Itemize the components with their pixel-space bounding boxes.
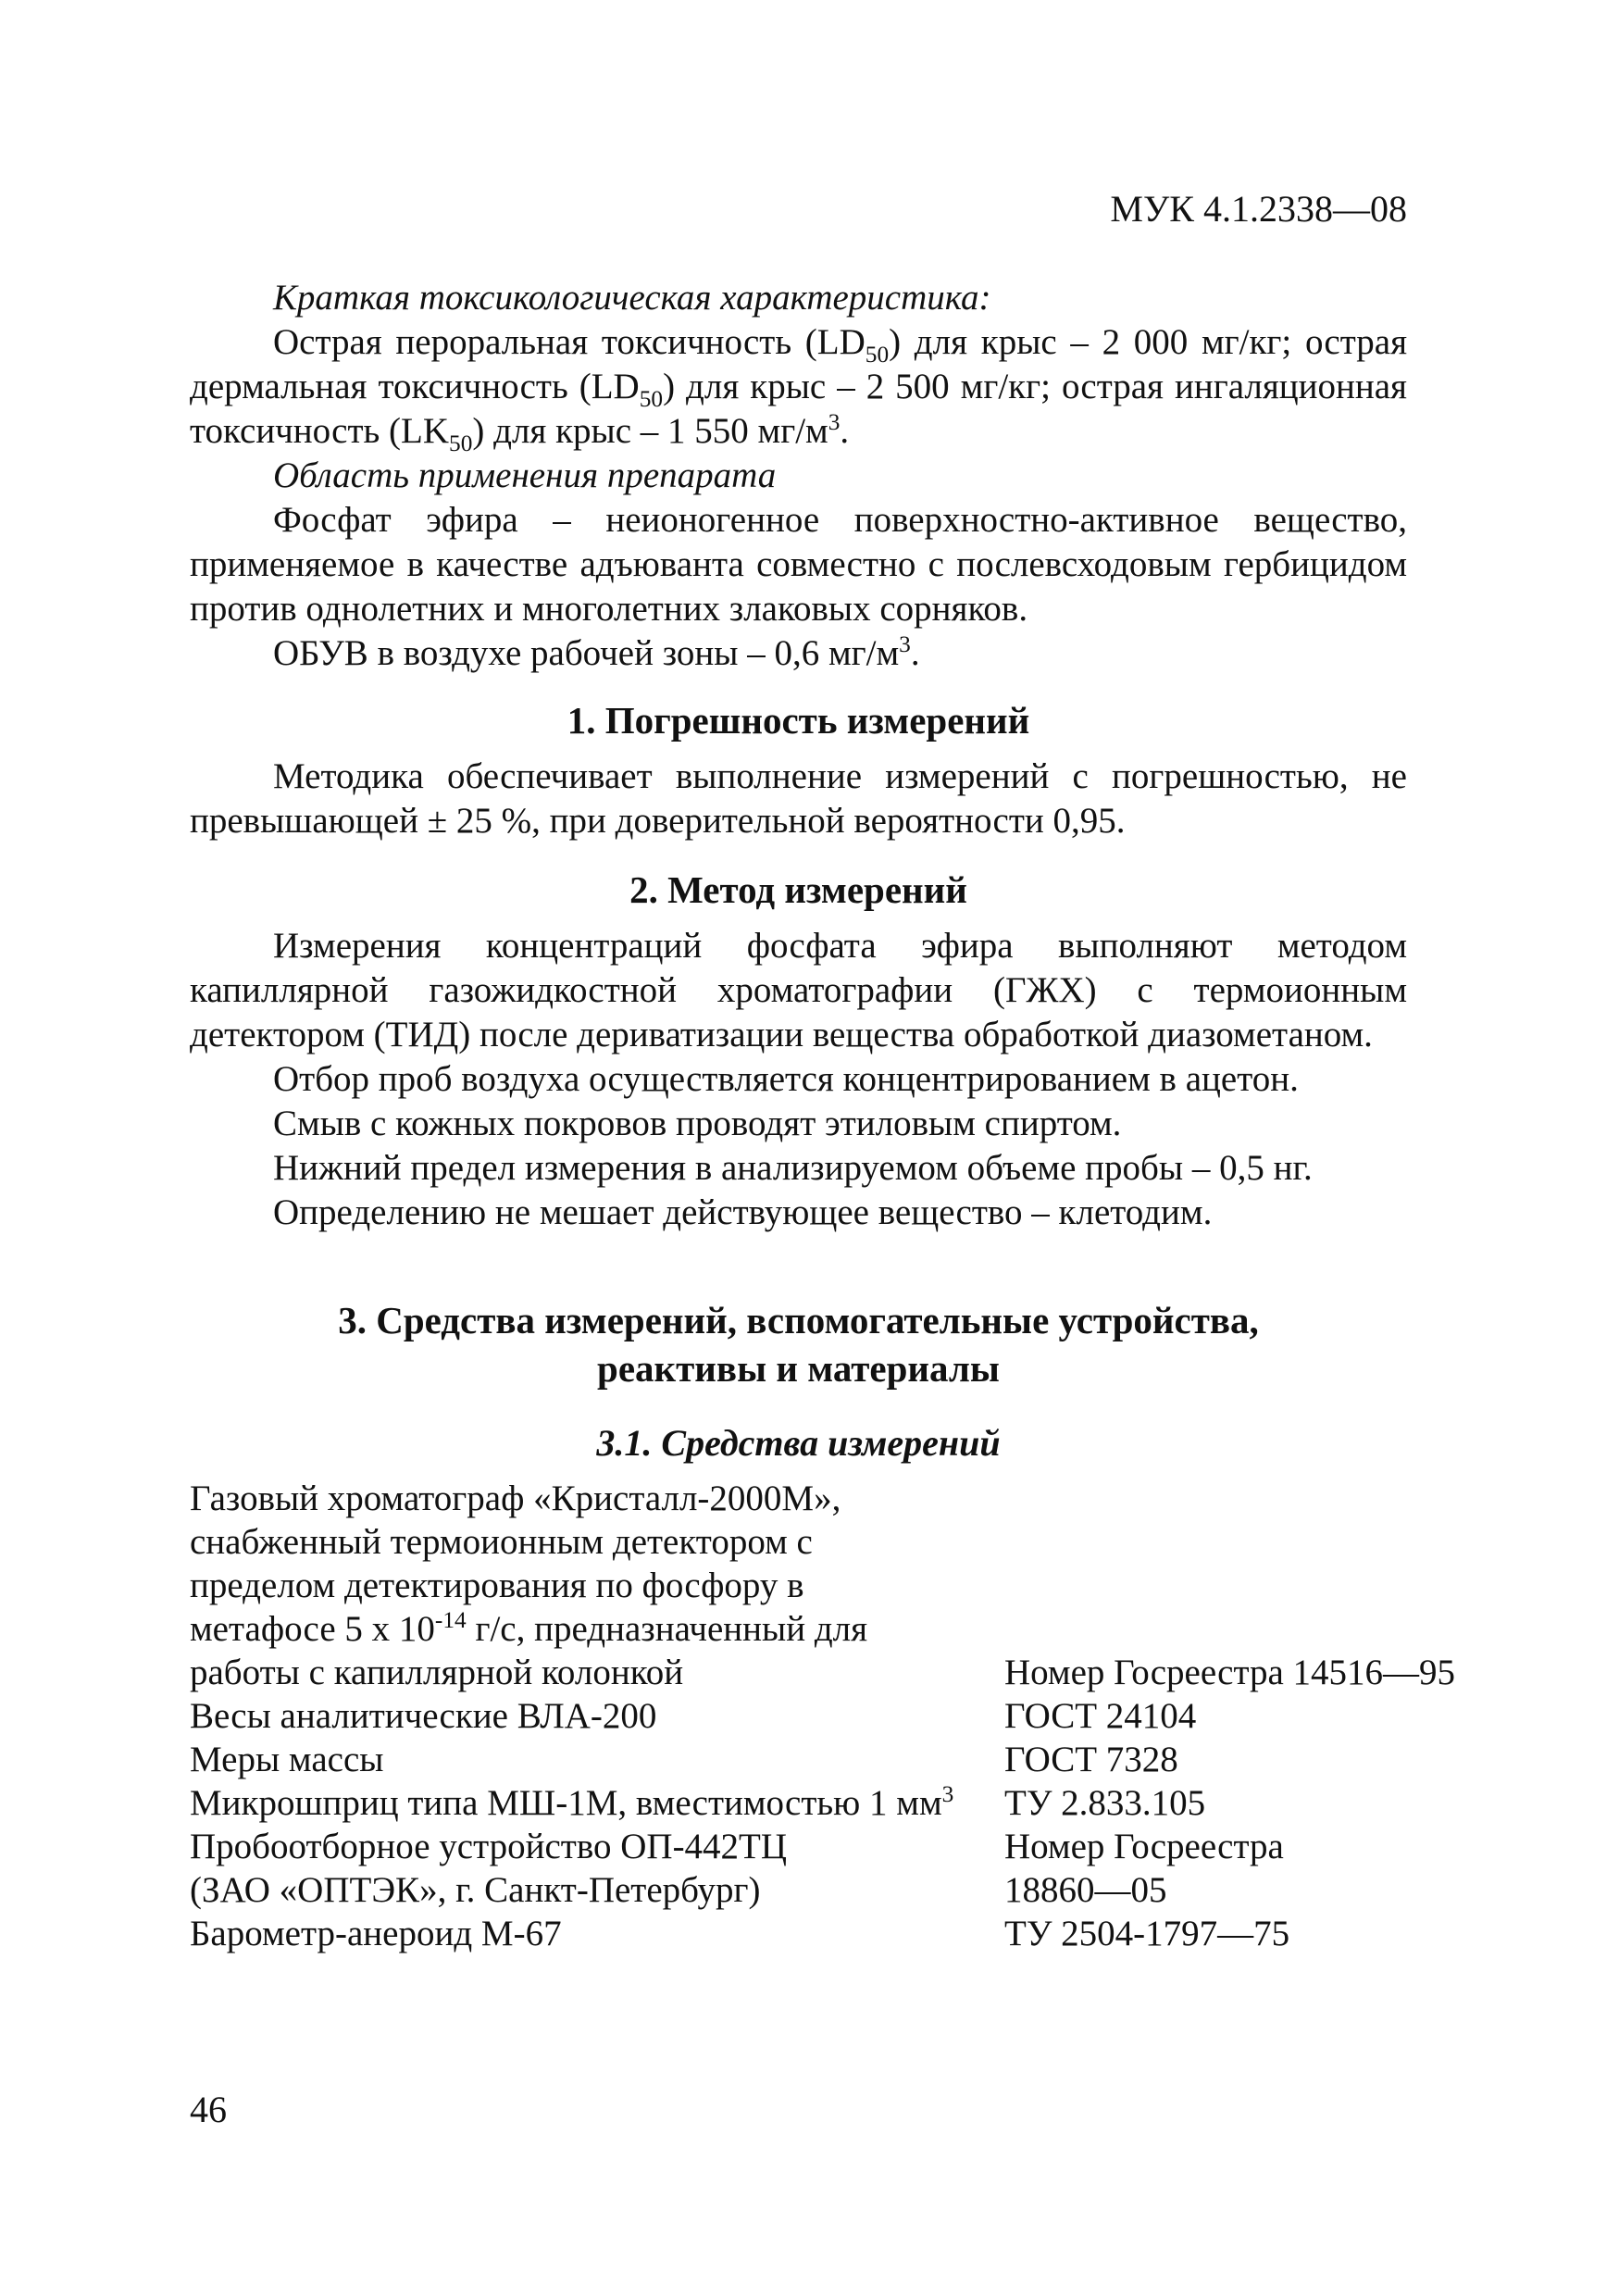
section-2-paragraph: Измерения концентраций фосфата эфира выполняют методом капиллярной газожидкостной хроматографии (ГЖХ) с термоионным детектором (ТИД) после дериватизации вещества обработкой диазометаном.	[190, 926, 1407, 1054]
toxicology-block	[190, 276, 1407, 676]
toxicology-title: Краткая токсикологическая характеристика:	[273, 278, 991, 318]
obuv-text	[190, 631, 1407, 676]
equipment-name: Пробоотборное устройство ОП-442ТЦ	[190, 1827, 788, 1866]
obuv-part: .	[910, 633, 920, 673]
section-2-paragraph: Отбор проб воздуха осуществляется концентрированием в ацетон.	[273, 1059, 1299, 1099]
section-2-heading: 2. Метод измерений	[629, 868, 967, 911]
equipment-chromatograph-line: пределом детектирования по фосфору в	[190, 1566, 804, 1605]
equipment-list	[190, 1477, 1486, 1955]
section-1-body	[190, 755, 1407, 843]
section-2-paragraph: Определению не мешает действующее вещество – клетодим.	[273, 1192, 1213, 1232]
equipment-row	[190, 1868, 1486, 1912]
equipment-row	[190, 1738, 1486, 1781]
equipment-chromatograph-line: Газовый хроматограф «Кристалл-2000М»,	[190, 1479, 841, 1518]
tox-superscript: 3	[828, 409, 841, 435]
equipment-name: работы с капиллярной колонкой	[190, 1653, 684, 1692]
equipment-row	[190, 1651, 1486, 1694]
equipment-row	[190, 1825, 1486, 1868]
document-code: МУК 4.1.2338—08	[1110, 188, 1407, 230]
equipment-name: Барометр-анероид М-67	[190, 1914, 562, 1953]
equipment-row	[190, 1912, 1486, 1955]
equipment-row	[190, 1694, 1486, 1738]
tox-text-part: .	[840, 411, 850, 451]
section-3-1-subheading: 3.1. Средства измерений	[596, 1422, 1001, 1464]
meta-part: г/с, предназначенный для	[466, 1609, 868, 1649]
meta-part: метафосе 5 x 10	[190, 1609, 435, 1649]
tox-subscript: 50	[639, 385, 664, 412]
section-2-paragraph: Смыв с кожных покровов проводят этиловым спиртом.	[273, 1104, 1122, 1143]
tox-subscript: 50	[865, 341, 890, 368]
tox-text-part: ) для крыс – 2 500 мг/кг; острая ингаляционная токсичность (LK	[190, 367, 1407, 451]
equipment-name: Весы аналитические ВЛА-200	[190, 1696, 657, 1736]
meta-superscript: -14	[434, 1607, 467, 1633]
page-number: 46	[190, 2089, 227, 2130]
application-text: Фосфат эфира – неионогенное поверхностно-активное вещество, применяемое в качестве адъюванта совместно с послевсходовым гербицидом против однолетних и многолетних злаковых сорняков.	[190, 500, 1407, 629]
equipment-standard: ТУ 2.833.105	[1004, 1783, 1206, 1823]
equipment-name	[190, 1781, 1004, 1825]
section-3-heading-line: 3. Средства измерений, вспомогательные устройства,	[338, 1299, 1259, 1341]
section-3-heading	[190, 1296, 1407, 1392]
application-title: Область применения препарата	[273, 455, 777, 495]
equipment-standard: ГОСТ 7328	[1004, 1740, 1178, 1779]
equipment-standard: Номер Госреестра 14516—95	[1004, 1653, 1456, 1692]
equipment-row	[190, 1781, 1486, 1825]
syringe-part: Микрошприц типа МШ-1М, вместимостью 1 мм	[190, 1783, 942, 1823]
equipment-standard: Номер Госреестра	[1004, 1827, 1284, 1866]
section-1-text: Методика обеспечивает выполнение измерений с погрешностью, не превышающей ± 25 %, при доверительной вероятности 0,95.	[190, 756, 1407, 841]
section-1-heading: 1. Погрешность измерений	[567, 699, 1030, 742]
section-2-body	[190, 924, 1407, 1235]
obuv-superscript: 3	[899, 631, 911, 657]
toxicology-text	[190, 320, 1407, 454]
equipment-standard: ТУ 2504-1797—75	[1004, 1914, 1290, 1953]
section-3-heading-line: реактивы и материалы	[597, 1347, 1000, 1390]
syringe-superscript: 3	[941, 1781, 954, 1807]
equipment-name: Меры массы	[190, 1740, 384, 1779]
section-2-paragraph: Нижний предел измерения в анализируемом объеме пробы – 0,5 нг.	[273, 1148, 1313, 1188]
tox-subscript: 50	[449, 430, 473, 456]
tox-text-part: Острая пероральная токсичность (LD	[273, 322, 866, 362]
tox-text-part: ) для крыс – 1 550 мг/м	[472, 411, 828, 451]
equipment-chromatograph-line: снабженный термоионным детектором с	[190, 1522, 813, 1562]
obuv-part: ОБУВ в воздухе рабочей зоны – 0,6 мг/м	[273, 633, 900, 673]
equipment-standard: 18860—05	[1004, 1870, 1167, 1910]
equipment-standard: ГОСТ 24104	[1004, 1696, 1197, 1736]
equipment-name: (ЗАО «ОПТЭК», г. Санкт-Петербург)	[190, 1870, 761, 1910]
equipment-chromatograph-meta	[190, 1607, 1486, 1651]
tox-text-part: ) для крыс – 2 000 мг/кг; острая дермальная токсичность (LD	[190, 322, 1408, 406]
